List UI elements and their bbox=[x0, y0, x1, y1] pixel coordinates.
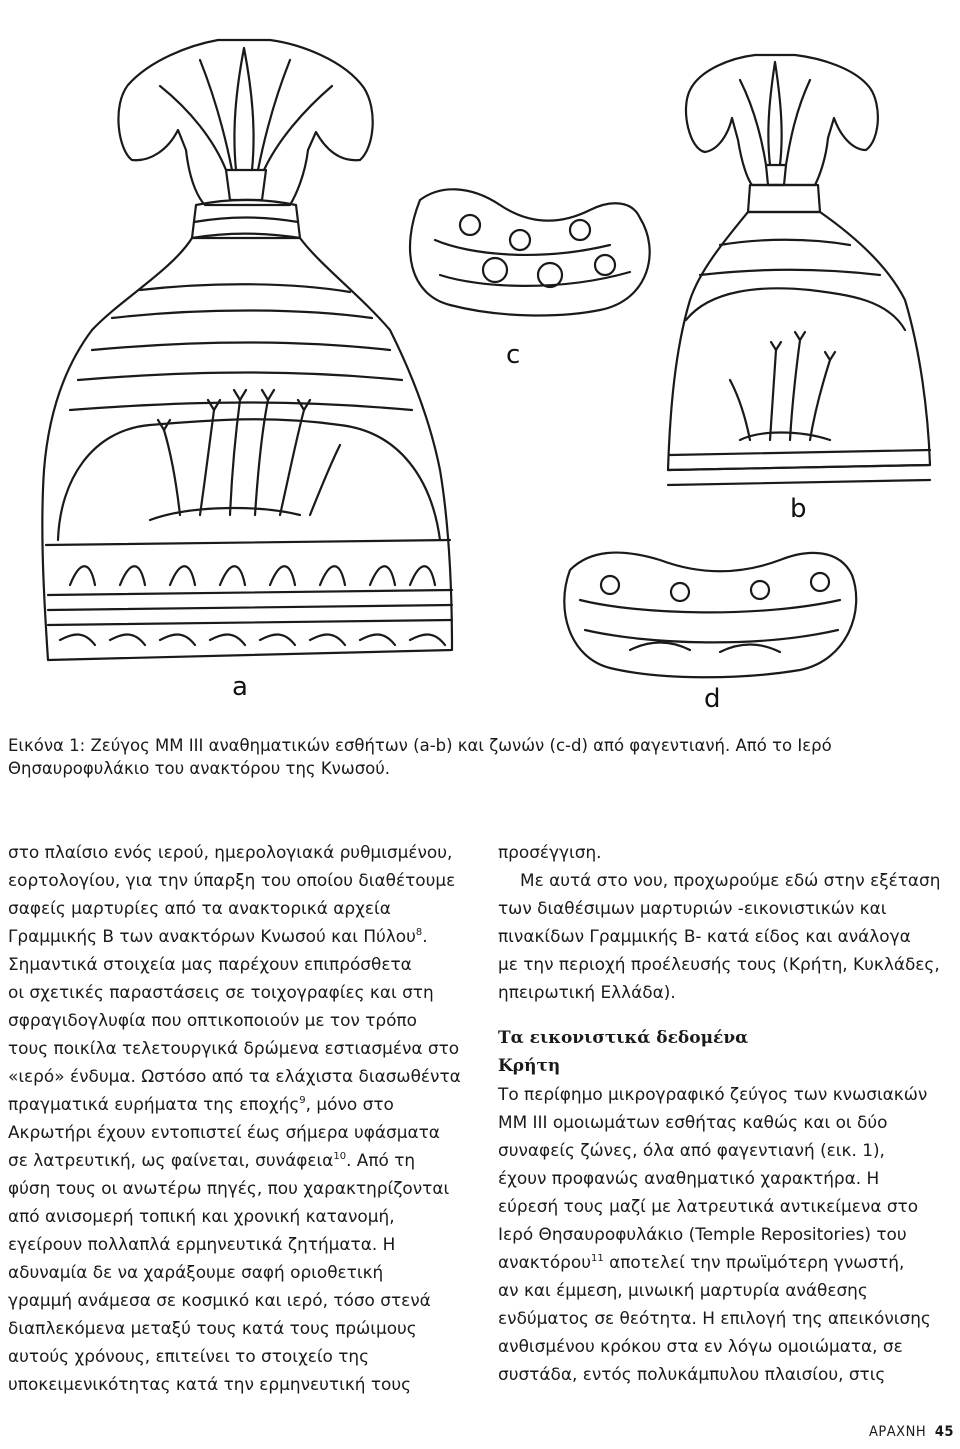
text-line: Ακρωτήρι έχουν εντοπιστεί έως σήμερα υφάσματα bbox=[8, 1122, 440, 1142]
figure-label-b: b bbox=[790, 494, 807, 524]
girdle-c-drawing bbox=[410, 189, 650, 315]
text-line: εορτολογίου, για την ύπαρξη του οποίου διαθέτουμε bbox=[8, 870, 456, 890]
text-line: διαπλεκόμενα μεταξύ τους κατά τους πρώιμους bbox=[8, 1318, 417, 1338]
footnote-ref-9[interactable]: 9 bbox=[299, 1095, 306, 1106]
text-line: με την περιοχή προέλευσής τους (Κρήτη, Κυκλάδες, bbox=[498, 954, 940, 974]
figure-label-d: d bbox=[704, 684, 721, 714]
text-span: ανακτόρου bbox=[498, 1252, 591, 1272]
text-line: γραμμή ανάμεσα σε κοσμικό και ιερό, τόσο στενά bbox=[8, 1290, 431, 1310]
footnote-ref-10[interactable]: 10 bbox=[333, 1151, 347, 1162]
text-line bbox=[8, 922, 476, 950]
text-line: ανθισμένου κρόκου στα εν λόγω ομοιώματα, σε bbox=[498, 1336, 903, 1356]
page-number: 45 bbox=[934, 1424, 954, 1440]
text-line: Με αυτά στο νου, προχωρούμε εδώ στην εξέταση bbox=[520, 870, 941, 890]
text-line: στο πλαίσιο ενός ιερού, ημερολογιακά ρυθμισμένου, bbox=[8, 842, 453, 862]
text-line: οι σχετικές παραστάσεις σε τοιχογραφίες και στη bbox=[8, 982, 434, 1002]
text-line: ΜΜ ΙΙΙ ομοιωμάτων εσθήτας καθώς και οι δύο bbox=[498, 1112, 888, 1132]
text-span: , μόνο στο bbox=[305, 1094, 394, 1114]
text-line bbox=[8, 1146, 476, 1174]
text-line: αυτούς χρόνους, επιτείνει το στοιχείο της bbox=[8, 1346, 370, 1366]
text-line bbox=[8, 1090, 476, 1118]
dress-b-drawing bbox=[668, 55, 930, 485]
text-line: φύση τους οι ανωτέρω πηγές, που χαρακτηρίζονται bbox=[8, 1178, 450, 1198]
text-line: των διαθέσιμων μαρτυριών -εικονιστικών και bbox=[498, 898, 887, 918]
text-line: από ανισομερή τοπική και χρονική κατανομή, bbox=[8, 1206, 395, 1226]
text-line: εύρεσή τους μαζί με λατρευτικά αντικείμενα στο bbox=[498, 1196, 919, 1216]
text-line: εγείρουν πολλαπλά ερμηνευτικά ζητήματα. Η bbox=[8, 1234, 396, 1254]
text-line: Το περίφημο μικρογραφικό ζεύγος των κνωσιακών bbox=[498, 1084, 928, 1104]
figure-caption: Εικόνα 1: Ζεύγος ΜΜ ΙΙΙ αναθηματικών εσθήτων (a-b) και ζωνών (c-d) από φαγεντιανή. Από το Ιερό Θησαυροφυλάκιο του ανακτόρου της Κνωσού. bbox=[8, 736, 832, 778]
figure-label-a: a bbox=[232, 672, 248, 702]
text-line: προσέγγιση. bbox=[498, 842, 602, 862]
text-span: πραγματικά ευρήματα της εποχής bbox=[8, 1094, 300, 1114]
text-line: ενδύματος σε θεότητα. Η επιλογή της απεικόνισης bbox=[498, 1308, 931, 1328]
text-line: Ιερό Θησαυροφυλάκιο (Temple Repositories) του bbox=[498, 1224, 907, 1244]
text-span: αποτελεί την πρωϊμότερη γνωστή, bbox=[603, 1252, 905, 1272]
text-span: . Από τη bbox=[346, 1150, 416, 1170]
text-line: ηπειρωτική Ελλάδα). bbox=[498, 982, 676, 1002]
text-line: υποκειμενικότητας κατά την ερμηνευτική τους bbox=[8, 1374, 412, 1394]
figure-label-c: c bbox=[506, 340, 521, 370]
footnote-ref-11[interactable]: 11 bbox=[591, 1253, 604, 1264]
text-line: σφραγιδογλυφία που οπτικοποιούν με τον τρόπο bbox=[8, 1010, 417, 1030]
text-line: αν και έμμεση, μινωική μαρτυρία ανάθεσης bbox=[498, 1280, 868, 1300]
girdle-d-drawing bbox=[564, 553, 856, 678]
subsection-heading: Κρήτη bbox=[498, 1056, 561, 1076]
text-line: συναφείς ζώνες, όλα από φαγεντιανή (εικ. 1), bbox=[498, 1140, 885, 1160]
body-column-left bbox=[8, 838, 476, 1398]
text-line: έχουν προφανώς αναθηματικό χαρακτήρα. Η bbox=[498, 1168, 880, 1188]
text-line: σαφείς μαρτυρίες από τα ανακτορικά αρχεία bbox=[8, 898, 391, 918]
text-line: πινακίδων Γραμμικής Β- κατά είδος και ανάλογα bbox=[498, 926, 911, 946]
text-line bbox=[498, 1248, 958, 1276]
section-heading: Τα εικονιστικά δεδομένα bbox=[498, 1028, 749, 1048]
figure-illustration bbox=[0, 0, 960, 720]
text-span: . bbox=[422, 926, 428, 946]
text-span: σε λατρευτική, ως φαίνεται, συνάφεια bbox=[8, 1150, 334, 1170]
dress-a-drawing bbox=[42, 40, 452, 660]
footnote-ref-8[interactable]: 8 bbox=[415, 927, 423, 938]
text-line: «ιερό» ένδυμα. Ωστόσο από τα ελάχιστα διασωθέντα bbox=[8, 1066, 461, 1086]
page-footer bbox=[869, 1424, 954, 1440]
text-line: αδυναμία δε να χαράξουμε σαφή οριοθετική bbox=[8, 1262, 384, 1282]
text-span: Γραμμικής Β των ανακτόρων Κνωσού και Πύλου bbox=[8, 926, 416, 946]
journal-name: ΑΡΑΧΝΗ bbox=[868, 1424, 927, 1440]
text-line: συστάδα, εντός πολυκάμπυλου πλαισίου, στις bbox=[498, 1364, 886, 1384]
body-column-right bbox=[498, 838, 958, 1388]
text-line: Σημαντικά στοιχεία μας παρέχουν επιπρόσθετα bbox=[8, 954, 412, 974]
text-line: τους ποικίλα τελετουργικά δρώμενα εστιασμένα στο bbox=[8, 1038, 460, 1058]
